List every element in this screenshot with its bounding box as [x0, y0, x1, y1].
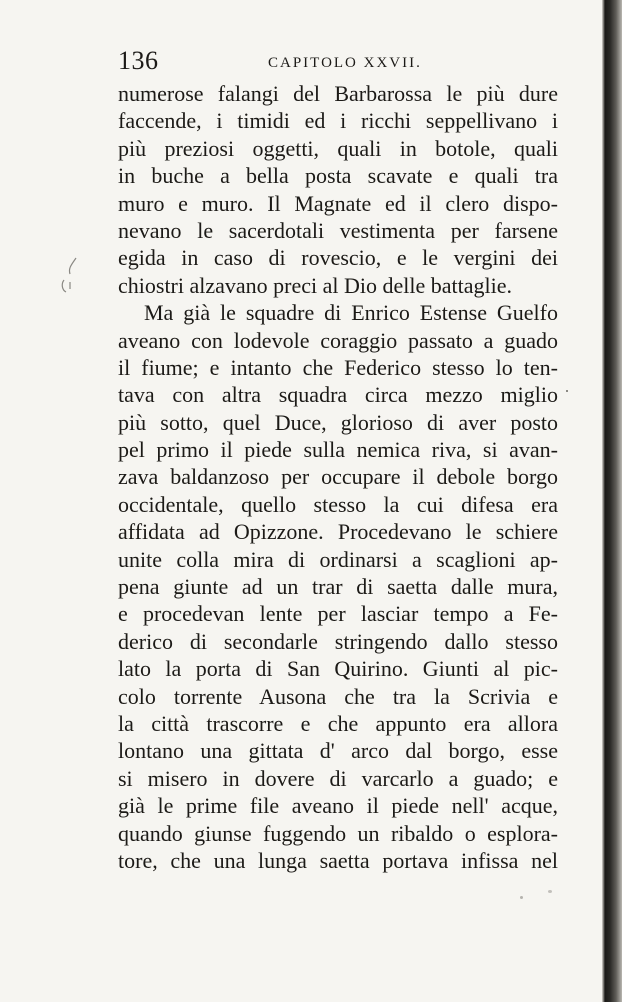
- text-line: più preziosi oggetti, quali in botole, quali: [118, 135, 558, 161]
- text-line: affidata ad Opizzone. Procedevano le schiere: [118, 519, 558, 545]
- text-line: occidentale, quello stesso la cui difesa era: [118, 491, 558, 517]
- text-line: lontano una gittata d' arco dal borgo, esse: [118, 738, 558, 764]
- text-line: il fiume; e intanto che Federico stesso lo ten-: [118, 354, 558, 380]
- running-head: CAPITOLO XXVII.: [268, 55, 422, 71]
- pencil-scribble-icon: [58, 256, 92, 296]
- paper-speck: [548, 890, 552, 893]
- text-line: numerose falangi del Barbarossa le più dure: [118, 81, 558, 106]
- body-text: [118, 80, 558, 874]
- text-line: la città trascorre e che appunto era allora: [118, 710, 558, 736]
- text-line: pena giunte ad un trar di saetta dalle mura,: [118, 574, 558, 600]
- text-line: tava con altra squadra circa mezzo miglio: [118, 382, 558, 408]
- text-line: unite colla mira di ordinarsi a scaglioni ap-: [118, 546, 558, 572]
- text-line: colo torrente Ausona che tra la Scrivia e: [118, 683, 558, 709]
- text-line: più sotto, quel Duce, glorioso di aver posto: [118, 409, 558, 435]
- text-line: faccende, i timidi ed i ricchi seppellivano i: [118, 108, 558, 134]
- text-line: e procedevan lente per lasciar tempo a Fe-: [118, 601, 558, 627]
- text-line: tore, che una lunga saetta portava infissa nel: [118, 847, 558, 873]
- text-line: già le prime file aveano il piede nell' acque,: [118, 793, 558, 819]
- page-binding-edge: [602, 0, 622, 1002]
- text-line: in buche a bella posta scavate e quali tra: [118, 163, 558, 189]
- text-line: Ma già le squadre di Enrico Estense Guelfo: [144, 300, 558, 326]
- text-line: quando giunse fuggendo un ribaldo o esplora-: [118, 820, 558, 846]
- text-line: nevano le sacerdotali vestimenta per farsene: [118, 217, 558, 243]
- text-line: chiostri alzavano preci al Dio delle battaglie.: [118, 272, 513, 298]
- text-line: derico di secondarle stringendo dallo stesso: [118, 628, 558, 654]
- text-line: egida in caso di rovescio, e le vergini dei: [118, 245, 558, 271]
- page-number: 136: [118, 46, 159, 75]
- text-line: muro e muro. Il Magnate ed il clero dispo-: [118, 190, 558, 216]
- paper-speck: [520, 896, 523, 899]
- text-line: lato la porta di San Quirino. Giunti al pic-: [118, 656, 558, 682]
- paper-speck: [566, 390, 568, 392]
- margin-pencil-mark: [58, 256, 92, 296]
- text-line: zava baldanzoso per occupare il debole borgo: [118, 464, 558, 490]
- text-line: aveano con lodevole coraggio passato a guado: [118, 327, 558, 353]
- text-line: pel primo il piede sulla nemica riva, si avan-: [118, 437, 558, 463]
- page-header: [118, 44, 558, 78]
- text-line: si misero in dovere di varcarlo a guado; e: [118, 765, 558, 791]
